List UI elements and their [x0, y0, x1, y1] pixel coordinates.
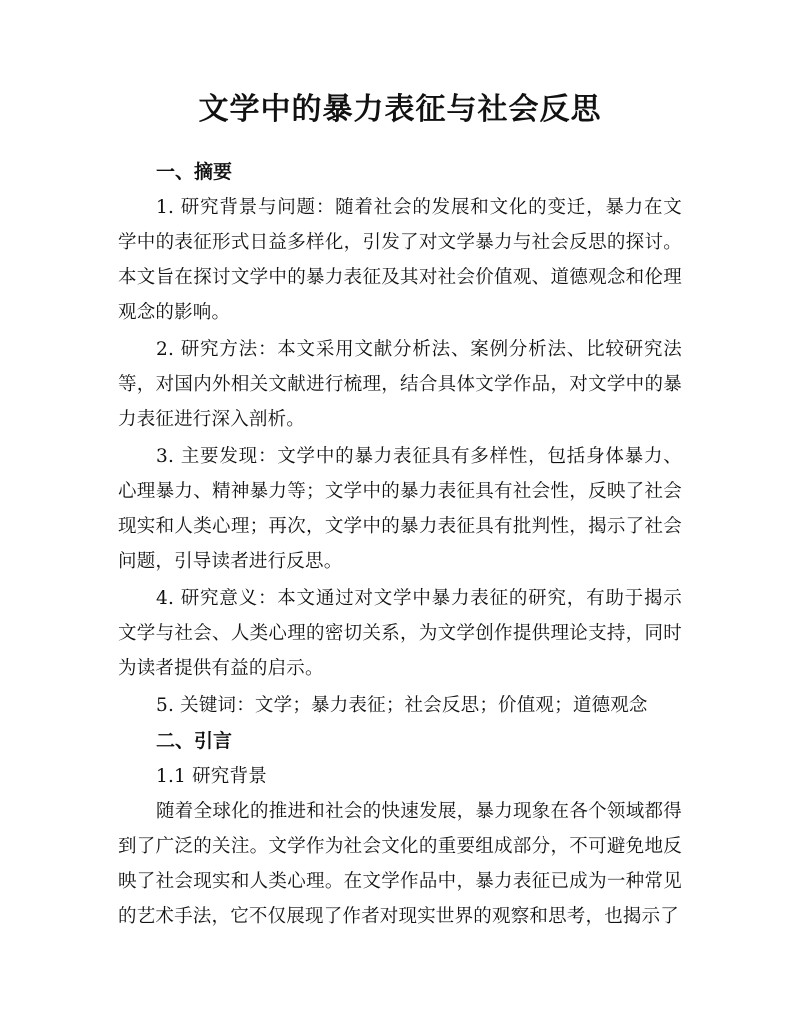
abstract-item-findings: 3. 主要发现：文学中的暴力表征具有多样性，包括身体暴力、心理暴力、精神暴力等；文学中的暴力表征具有社会性，反映了社会现实和人类心理；再次，文学中的暴力表征具有批判性，揭示了社会问题，引导读者进行反思。: [118, 446, 682, 572]
section-heading-introduction: 二、引言: [156, 730, 233, 752]
abstract-item-keywords: 5. 关键词：文学；暴力表征；社会反思；价值观；道德观念: [156, 695, 648, 716]
abstract-item-background: 1. 研究背景与问题：随着社会的发展和文化的变迁，暴力在文学中的表征形式日益多样化，引发了对文学暴力与社会反思的探讨。本文旨在探讨文学中的暴力表征及其对社会价值观、道德观念和伦理观念的影响。: [118, 197, 682, 323]
abstract-item-significance: 4. 研究意义：本文通过对文学中暴力表征的研究，有助于揭示文学与社会、人类心理的密切关系，为文学创作提供理论支持，同时为读者提供有益的启示。: [118, 588, 682, 679]
abstract-item-methods: 2. 研究方法：本文采用文献分析法、案例分析法、比较研究法等，对国内外相关文献进行梳理，结合具体文学作品，对文学中的暴力表征进行深入剖析。: [118, 339, 682, 430]
document-title: 文学中的暴力表征与社会反思: [198, 92, 602, 127]
section-heading-abstract: 一、摘要: [156, 161, 233, 183]
introduction-paragraph: 随着全球化的推进和社会的快速发展，暴力现象在各个领域都得到了广泛的关注。文学作为社会文化的重要组成部分，不可避免地反映了社会现实和人类心理。在文学作品中，暴力表征已成为一种常见的艺术手法，它不仅展现了作者对现实世界的观察和思考，也揭示了: [118, 801, 682, 927]
subsection-heading-background: 1.1 研究背景: [156, 766, 267, 787]
